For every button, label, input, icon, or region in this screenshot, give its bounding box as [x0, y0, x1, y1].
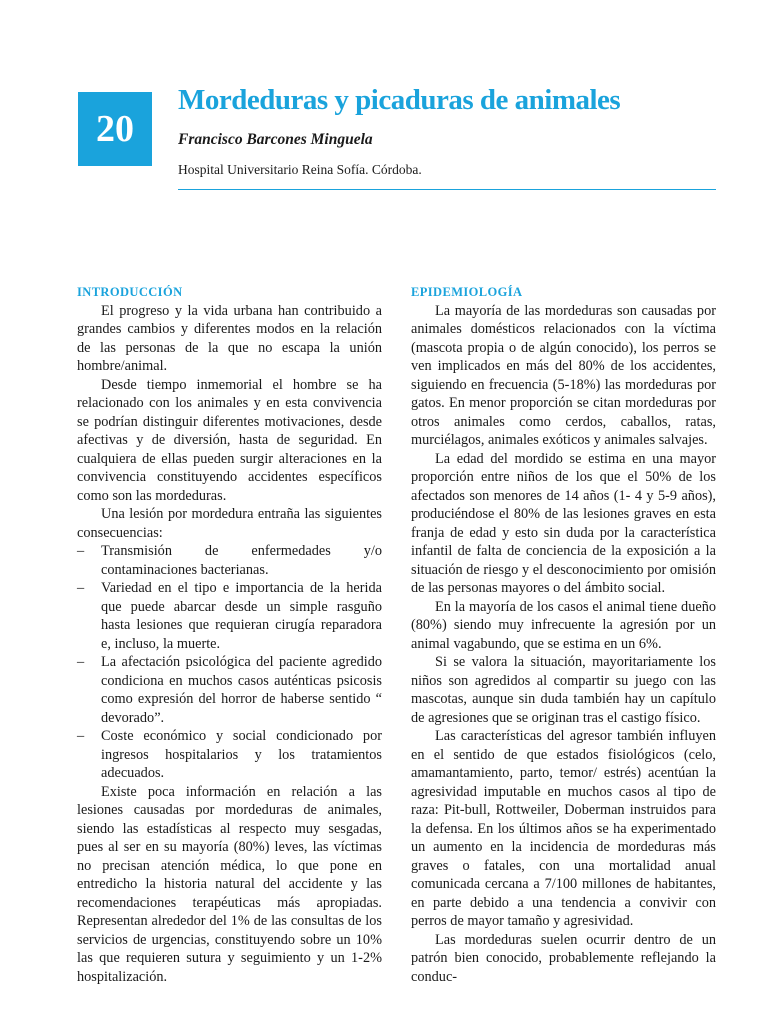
chapter-title: Mordeduras y picaduras de animales [178, 84, 621, 116]
left-column [77, 283, 382, 986]
paragraph: Una lesión por mordedura entraña las siguientes consecuencias: [77, 506, 382, 541]
list-dash: – [77, 728, 85, 744]
paragraph: El progreso y la vida urbana han contribuido a grandes cambios y diferentes modos en la relación de las personas de la que no escapa la unión hombre/animal. [77, 302, 382, 374]
list-item-text: La afectación psicológica del paciente agredido condiciona en muchos casos auténticas psicosis como expresión del horror de haberse sentido “ devorado”. [101, 654, 382, 726]
chapter-number-box [78, 92, 152, 166]
list-dash: – [77, 580, 85, 596]
list-item [77, 542, 382, 579]
list-item-text: Coste económico y social condicionado por ingresos hospitalarios y los tratamientos adecuados. [101, 728, 382, 781]
author-affiliation: Hospital Universitario Reina Sofía. Córdoba. [178, 162, 422, 177]
list-item [77, 653, 382, 727]
list-item-text: Variedad en el tipo e importancia de la herida que puede abarcar desde un simple rasguño hasta lesiones que requieran cirugía reparadora e, incluso, la muerte. [101, 580, 382, 652]
consequences-list [77, 542, 382, 783]
section-heading-introduccion: INTRODUCCIÓN [77, 285, 183, 299]
paragraph: Las características del agresor también influyen en el sentido de que estados fisiológicos (celo, amamantamiento, parto, temor/ estrés) acentúan la agresividad imputable en muchos casos al tipo de raza: Pit-bull, Rottweiler, Doberman instruidos para la defensa. En los últimos años se ha experimentado un aumento en la incidencia de mordeduras más graves o fatales, con una mortalidad anual comunicada cercana a 7/100 millones de habitantes, en parte debido a una tendencia a convivir con perros de mayor tamaño y agresividad. [411, 728, 716, 929]
author-name: Francisco Barcones Minguela [178, 131, 373, 148]
paragraph: La mayoría de las mordeduras son causadas por animales domésticos relacionados con la víctima (mascota propia o de algún conocido), los perros se ven implicados en más del 80% de los accidentes, siguiendo en frecuencia (5-18%) las mordeduras por gatos. En menor proporción se citan mordeduras por otros animales como cerdos, caballos, ratas, murciélagos, animales exóticos y animales salvajes. [411, 302, 716, 448]
list-item [77, 727, 382, 783]
list-item-text: Transmisión de enfermedades y/o contaminaciones bacterianas. [101, 543, 382, 578]
section-heading-epidemiologia: EPIDEMIOLOGÍA [411, 285, 523, 299]
paragraph: Desde tiempo inmemorial el hombre se ha relacionado con los animales y en esta convivencia se podrían distinguir diferentes motivaciones, desde afectivas y de diversión, hasta de seguridad. En cualquiera de ellas pueden surgir alteraciones en la convivencia constituyendo accidentes específicos como son las mordeduras. [77, 376, 382, 504]
chapter-number: 20 [96, 108, 134, 150]
paragraph: Las mordeduras suelen ocurrir dentro de un patrón bien conocido, probablemente reflejando la conduc- [411, 931, 716, 985]
header-divider [178, 189, 716, 190]
paragraph: La edad del mordido se estima en una mayor proporción entre niños de los que el 50% de los afectados son menores de 14 años (1- 4 y 5-9 años), produciéndose el 80% de las lesiones graves en esta franja de edad y esto sin duda por la característica infantil de falta de conciencia de la exposición a la situación de riesgo y el desconocimiento por omisión de las personas mayores o del ámbito social. [411, 450, 716, 596]
paragraph: En la mayoría de los casos el animal tiene dueño (80%) siendo muy infrecuente la agresión por un animal vagabundo, que se estima en un 6%. [411, 598, 716, 652]
paragraph: Existe poca información en relación a las lesiones causadas por mordeduras de animales, siendo las estadísticas al respecto muy sesgadas, pues al ser en su mayoría (80%) leves, las víctimas no precisan atención médica, lo que pone en entredicho la historia natural del accidente y las recomendaciones terapéuticas más apropiadas. Representan alrededor del 1% de las consultas de los servicios de urgencias, constituyendo sobre un 10% las que requieren sutura y seguimiento y un 1-2% hospitalización. [77, 783, 382, 985]
list-dash: – [77, 654, 85, 670]
right-column [411, 283, 716, 986]
list-dash: – [77, 543, 85, 559]
paragraph: Si se valora la situación, mayoritariamente los niños son agredidos al compartir su juego con las mascotas, aunque sin duda también hay un capítulo de agresiones que se originan tras el castigo físico. [411, 654, 716, 726]
list-item [77, 579, 382, 653]
